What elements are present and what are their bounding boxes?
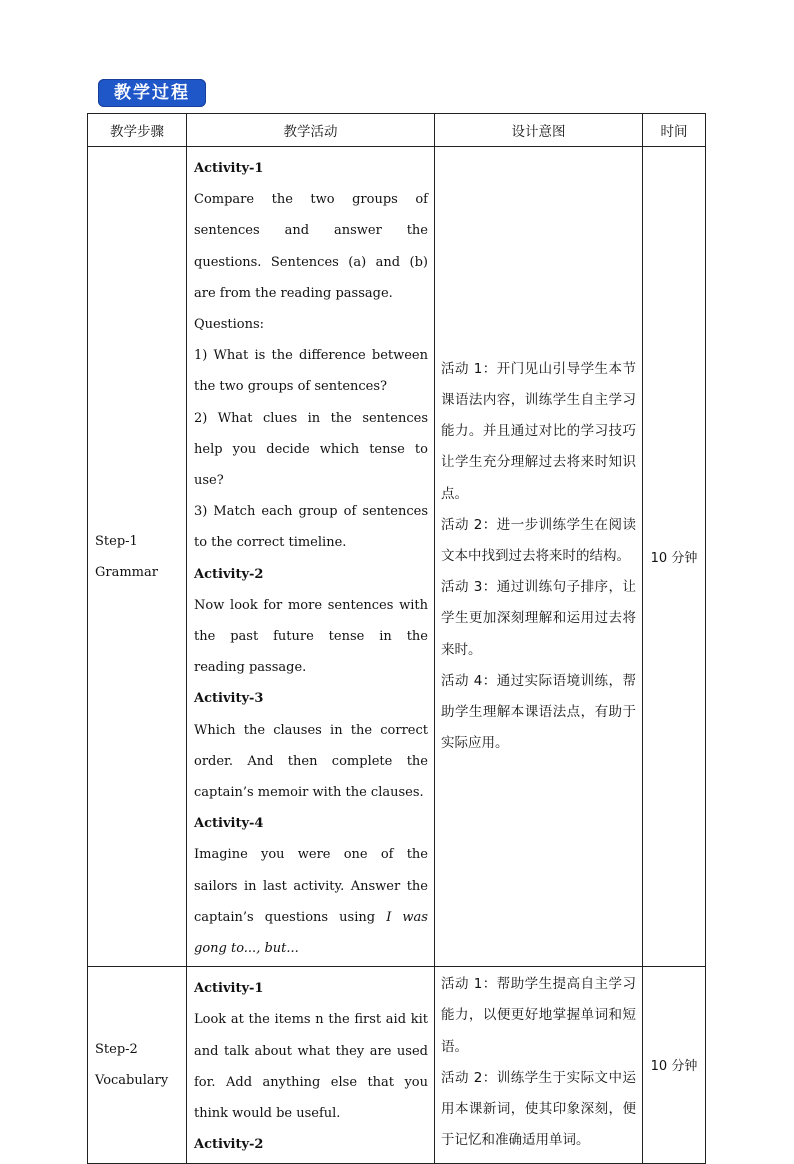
step1-question3: 3) Match each group of sentences to the correct timeline. [194, 504, 428, 551]
step1-design-4: 活动 4：通过实际语境训练，帮助学生理解本课语法点，有助于实际应用。 [441, 672, 636, 752]
step2-activity2-heading: Activity-2 [194, 1137, 264, 1153]
step2-number: Step-2 [95, 1041, 138, 1057]
table-row-step2 [88, 967, 706, 1163]
step1-design [435, 147, 643, 967]
lesson-plan-table [87, 113, 706, 1164]
step1-design-3: 活动 3：通过训练句子排序，让学生更加深刻理解和运用过去将来时。 [441, 579, 636, 658]
step2-label [88, 967, 187, 1163]
header-time: 时间 [643, 114, 706, 147]
step1-activity4-italic: I was gong to..., but... [194, 909, 428, 957]
step1-activity4-body: Imagine you were one of the sailors in last activity. Answer the captain’s questions using [194, 847, 428, 925]
step1-activity2-heading: Activity-2 [194, 566, 264, 582]
section-title-badge: 教学过程 [98, 79, 206, 107]
step1-design-2: 活动 2：进一步训练学生在阅读文本中找到过去将来时的结构。 [441, 516, 636, 565]
step1-activity3-heading: Activity-3 [194, 691, 264, 707]
step1-label [88, 147, 187, 967]
step1-question2: 2) What clues in the sentences help you decide which tense to use? [194, 410, 428, 489]
step1-activity1-text: Compare the two groups of sentences and answer the questions. Sentences (a) and (b) are from the reading passage. [194, 192, 428, 301]
step1-design-1: 活动 1：开门见山引导学生本节课语法内容，训练学生自主学习能力。并且通过对比的学习技巧让学生充分理解过去将来时知识点。 [441, 360, 636, 502]
step1-activity4-text [194, 839, 428, 964]
step2-activities [187, 967, 435, 1163]
step2-activity1-text: Look at the items n the first aid kit and talk about what they are used for. Add anything else that you think would be useful. [194, 1012, 428, 1122]
step2-time: 10 分钟 [643, 967, 706, 1163]
header-design: 设计意图 [435, 114, 643, 147]
table-header-row [88, 114, 706, 147]
step2-design-2: 活动 2：训练学生于实际文中运用本课新词，使其印象深刻，便于记忆和准确适用单词。 [441, 1069, 636, 1149]
step1-title: Grammar [95, 564, 158, 580]
step1-question1: 1) What is the difference between the two groups of sentences? [194, 348, 428, 395]
step1-activity3-text: Which the clauses in the correct order. And then complete the captain’s memoir with the clauses. [194, 722, 428, 801]
step1-activity2-text: Now look for more sentences with the past future tense in the reading passage. [194, 597, 428, 676]
step1-activity1-heading: Activity-1 [194, 161, 264, 176]
step1-number: Step-1 [95, 533, 138, 549]
step2-activity1-heading: Activity-1 [194, 981, 264, 997]
step1-questions-label: Questions: [194, 317, 265, 333]
step1-activity4-heading: Activity-4 [194, 816, 264, 832]
step2-design [435, 967, 643, 1163]
table-row-step1 [88, 147, 706, 967]
step1-time: 10 分钟 [643, 147, 706, 967]
header-activities: 教学活动 [187, 114, 435, 147]
step2-design-1: 活动 1：帮助学生提高自主学习能力，以便更好地掌握单词和短语。 [441, 976, 636, 1055]
step1-activities [187, 147, 435, 967]
step2-title: Vocabulary [95, 1072, 169, 1088]
header-step: 教学步骤 [88, 114, 187, 147]
